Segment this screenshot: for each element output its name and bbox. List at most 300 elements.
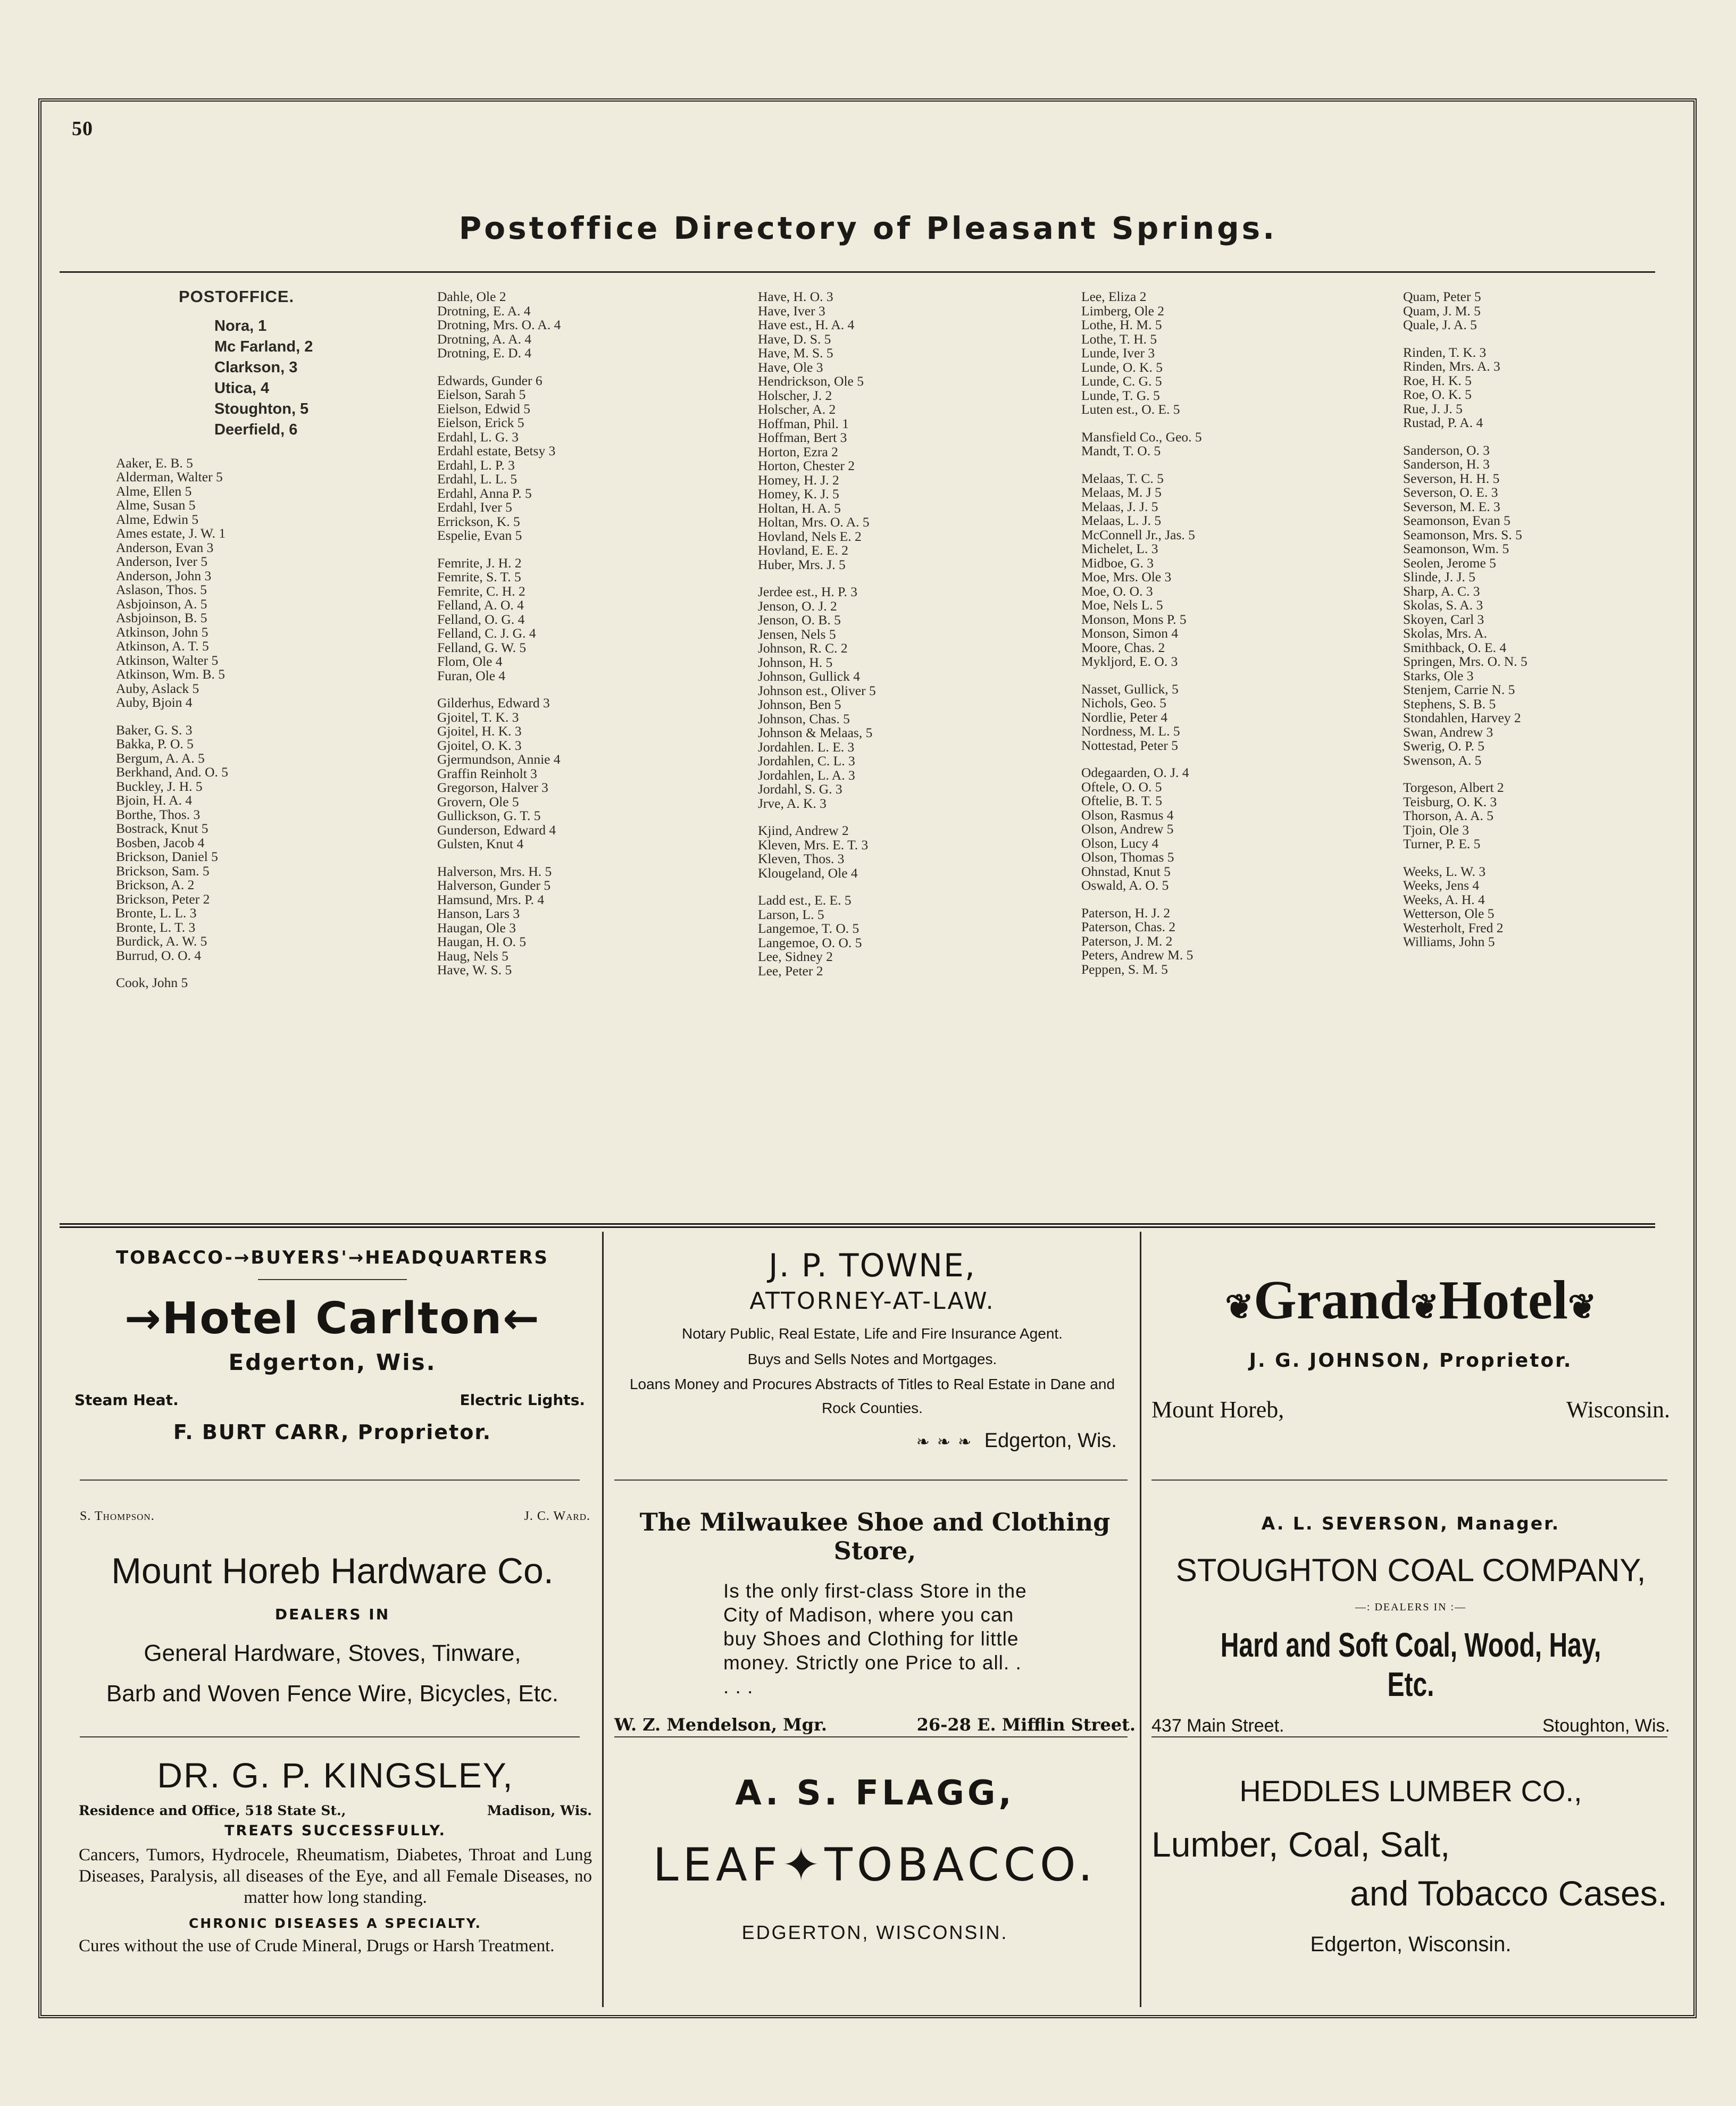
flagg-name: A. S. FLAGG, (735, 1774, 1015, 1813)
column-divider (602, 1232, 604, 2007)
directory-entry: Alderman, Walter 5 (116, 469, 223, 484)
directory-entry: Edwards, Gunder 6 (437, 372, 542, 388)
directory-entry: Mykljord, E. O. 3 (1081, 654, 1178, 669)
fleuron-icon: ❦ (1567, 1288, 1597, 1326)
directory-entry: Turner, P. E. 5 (1403, 836, 1481, 851)
directory-entry: Springen, Mrs. O. N. 5 (1403, 654, 1528, 669)
directory-entry: Paterson, J. M. 2 (1081, 933, 1173, 949)
towne-name: J. P. TOWNE, (769, 1247, 976, 1284)
directory-entry: Brickson, Daniel 5 (116, 849, 218, 864)
towne-line-1: Notary Public, Real Estate, Life and Fire Insurance Agent. (682, 1325, 1063, 1342)
directory-entry: Flom, Ole 4 (437, 654, 503, 669)
directory-entry: Asbjoinson, A. 5 (116, 596, 207, 612)
directory-entry: Gilderhus, Edward 3 (437, 695, 550, 711)
directory-entry: Erdahl, Iver 5 (437, 499, 512, 515)
directory-entry: Johnson, Chas. 5 (758, 711, 850, 726)
directory-entry: Paterson, H. J. 2 (1081, 905, 1171, 921)
grand-hotel-name-a: Grand (1254, 1269, 1410, 1331)
postoffice-item: Clarkson, 3 (214, 358, 298, 376)
directory-entry: Stephens, S. B. 5 (1403, 696, 1496, 712)
directory-entry: Peters, Andrew M. 5 (1081, 947, 1194, 963)
directory-entry: Quale, J. A. 5 (1403, 317, 1477, 332)
directory-entry: Have, W. S. 5 (437, 962, 512, 977)
ad-jp-towne (612, 1247, 1133, 1452)
towne-line-3: Loans Money and Procures Abstracts of Titles to Real Estate in Dane and Rock Counties. (629, 1376, 1115, 1416)
directory-entry: Jerdee est., H. P. 3 (758, 584, 857, 599)
directory-entry: Johnson, H. 5 (758, 654, 833, 670)
directory-entry: Gjermundson, Annie 4 (437, 751, 561, 767)
divider (258, 1279, 407, 1280)
directory-entry: Horton, Ezra 2 (758, 444, 838, 459)
directory-entry: Erdahl, L. G. 3 (437, 429, 519, 445)
divider (1151, 1736, 1667, 1737)
directory-entry: Kleven, Mrs. E. T. 3 (758, 837, 869, 853)
directory-entry: Lunde, T. G. 5 (1081, 387, 1160, 403)
directory-entry: Nichols, Geo. 5 (1081, 695, 1167, 711)
divider (80, 1480, 580, 1481)
ad-milwaukee-shoe (614, 1508, 1136, 1735)
directory-entry: Michelet, L. 3 (1081, 541, 1158, 556)
stoughton-manager: A. L. SEVERSON, Manager. (1261, 1513, 1560, 1534)
directory-entry: Sharp, A. C. 3 (1403, 583, 1480, 599)
directory-entry: Bronte, L. L. 3 (116, 905, 197, 921)
directory-entry: Bakka, P. O. 5 (116, 736, 194, 751)
directory-entry: Eielson, Erick 5 (437, 415, 524, 430)
directory-entry: Jordahlen. L. E. 3 (758, 739, 855, 755)
divider (614, 1736, 1128, 1737)
directory-entry: Atkinson, A. T. 5 (116, 638, 209, 654)
stoughton-dealers: —: DEALERS IN :— (1355, 1601, 1467, 1613)
directory-entry: Odegaarden, O. J. 4 (1081, 765, 1189, 780)
directory-entry: Quam, J. M. 5 (1403, 303, 1481, 319)
directory-entry: Have, M. S. 5 (758, 345, 833, 361)
directory-entry: Oftelie, B. T. 5 (1081, 793, 1163, 808)
carlton-steam-heat: Steam Heat. (74, 1391, 179, 1409)
directory-entry: Johnson & Melaas, 5 (758, 725, 873, 740)
directory-entry: Severson, H. H. 5 (1403, 470, 1500, 486)
directory-entry: Seamonson, Mrs. S. 5 (1403, 526, 1522, 542)
directory-entry: Have, H. O. 3 (758, 289, 833, 304)
directory-entry: Luten est., O. E. 5 (1081, 402, 1180, 417)
directory-entry: Hoffman, Phil. 1 (758, 415, 849, 431)
directory-entry: Femrite, C. H. 2 (437, 583, 525, 599)
directory-entry: Johnson est., Oliver 5 (758, 682, 876, 698)
directory-entry: Nordlie, Peter 4 (1081, 709, 1168, 725)
directory-entry: Atkinson, Walter 5 (116, 652, 219, 668)
ad-grand-hotel (1151, 1268, 1670, 1423)
directory-entry: Monson, Simon 4 (1081, 625, 1179, 641)
directory-entry: Stenjem, Carrie N. 5 (1403, 682, 1515, 697)
directory-entry: Alme, Edwin 5 (116, 511, 199, 527)
directory-entry: Anderson, John 3 (116, 567, 212, 583)
directory-entry: Johnson, R. C. 2 (758, 640, 848, 656)
directory-entry: Sanderson, O. 3 (1403, 442, 1490, 458)
directory-entry: Dahle, Ole 2 (437, 289, 506, 304)
ad-hotel-carlton (74, 1247, 590, 1444)
directory-entry: Hovland, Nels E. 2 (758, 528, 862, 544)
directory-entry: Holtan, Mrs. O. A. 5 (758, 514, 870, 530)
directory-entry: Torgeson, Albert 2 (1403, 780, 1504, 795)
carlton-proprietor: F. BURT CARR, Proprietor. (173, 1420, 492, 1444)
divider (80, 1736, 580, 1737)
directory-entry: Moe, Nels L. 5 (1081, 597, 1163, 613)
directory-entry: Alme, Ellen 5 (116, 483, 192, 499)
directory-entry: Auby, Aslack 5 (116, 680, 199, 696)
ad-heddles-lumber (1151, 1774, 1670, 1957)
directory-entry: Hovland, E. E. 2 (758, 542, 848, 558)
directory-entry: Olson, Thomas 5 (1081, 849, 1174, 865)
directory-entry: Slinde, J. J. 5 (1403, 569, 1476, 584)
milwaukee-name: The Milwaukee Shoe and Clothing Store, (639, 1508, 1111, 1565)
directory-entry: Melaas, L. J. 5 (1081, 513, 1162, 528)
directory-entry: Gjoitel, T. K. 3 (437, 709, 519, 725)
grand-town: Mount Horeb, (1151, 1397, 1284, 1423)
directory-entry: Roe, H. K. 5 (1403, 372, 1472, 388)
directory-entry: Furan, Ole 4 (437, 667, 506, 683)
directory-entry: Hoffman, Bert 3 (758, 430, 847, 445)
hardware-line-1: General Hardware, Stoves, Tinware, (144, 1640, 521, 1666)
directory-entry: Graffin Reinholt 3 (437, 765, 537, 781)
directory-entry: Bronte, L. T. 3 (116, 919, 196, 935)
flagg-location: EDGERTON, WISCONSIN. (741, 1921, 1008, 1943)
kingsley-body: Cancers, Tumors, Hydrocele, Rheumatism, Diabetes, Throat and Lung Diseases, Paralysis, all diseases of the Eye, and all Female Diseases, no matter how long standing. (79, 1845, 592, 1907)
directory-entry: Tjoin, Ole 3 (1403, 822, 1469, 838)
directory-entry: Drotning, A. A. 4 (437, 331, 532, 347)
directory-entry: Anderson, Iver 5 (116, 554, 208, 569)
directory-entry: Holscher, A. 2 (758, 402, 836, 417)
directory-entry: Jenson, O. J. 2 (758, 598, 837, 614)
directory-entry: Olson, Rasmus 4 (1081, 807, 1174, 823)
ad-as-flagg (614, 1774, 1136, 1944)
milwaukee-body: Is the only first-class Store in the City of Madison, where you can buy Shoes and Clothing for little money. Strictly one Price to all. . . . . (723, 1580, 1027, 1698)
directory-entry: Halverson, Mrs. H. 5 (437, 863, 552, 879)
directory-entry: Mandt, T. O. 5 (1081, 443, 1161, 458)
directory-entry: Moe, Mrs. Ole 3 (1081, 569, 1172, 584)
directory-entry: Auby, Bjoin 4 (116, 695, 193, 710)
directory-entry: Have, Ole 3 (758, 359, 823, 375)
directory-entry: Homey, H. J. 2 (758, 472, 839, 488)
page-number: 50 (72, 118, 93, 140)
directory-entry: Williams, John 5 (1403, 934, 1495, 949)
directory-entry: Burdick, A. W. 5 (116, 933, 207, 949)
milwaukee-manager: W. Z. Mendelson, Mgr. (614, 1715, 828, 1735)
directory-entry: Burrud, O. O. 4 (116, 947, 202, 963)
directory-entry: Nordness, M. L. 5 (1081, 723, 1180, 739)
page-title: Postoffice Directory of Pleasant Springs. (458, 210, 1278, 246)
carlton-name: →Hotel Carlton← (124, 1293, 540, 1344)
directory-entry: Roe, O. K. 5 (1403, 387, 1472, 402)
heddles-name: HEDDLES LUMBER CO., (1239, 1774, 1582, 1808)
hardware-partner-2: J. C. Ward. (524, 1509, 590, 1523)
directory-entry: Moore, Chas. 2 (1081, 639, 1165, 655)
heddles-line-2: and Tobacco Cases. (1350, 1874, 1667, 1913)
directory-entry: Jordahlen, C. L. 3 (758, 753, 855, 768)
directory-entry: Brickson, Sam. 5 (116, 863, 210, 879)
directory-entry: Ohnstad, Knut 5 (1081, 863, 1171, 879)
ad-dr-kingsley (79, 1755, 592, 1957)
directory-entry: Lothe, H. M. 5 (1081, 317, 1162, 332)
directory-entry: Kjind, Andrew 2 (758, 823, 849, 838)
directory-entry: Johnson, Ben 5 (758, 697, 841, 712)
stoughton-location: Stoughton, Wis. (1542, 1716, 1670, 1736)
directory-entry: Rustad, P. A. 4 (1403, 415, 1483, 430)
directory-entry: Olson, Andrew 5 (1081, 821, 1174, 837)
directory-entry: Brickson, A. 2 (116, 877, 195, 892)
directory-entry: Westerholt, Fred 2 (1403, 920, 1504, 935)
directory-entry: Seolen, Jerome 5 (1403, 555, 1496, 571)
stoughton-name: STOUGHTON COAL COMPANY, (1175, 1552, 1646, 1588)
directory-entry: Weeks, Jens 4 (1403, 878, 1480, 893)
directory-entry: Bosben, Jacob 4 (116, 834, 205, 850)
directory-entry: Larson, L. 5 (758, 906, 824, 922)
directory-entry: Femrite, S. T. 5 (437, 569, 521, 584)
directory-entry: Nottestad, Peter 5 (1081, 737, 1178, 753)
directory-entry: Hamsund, Mrs. P. 4 (437, 891, 545, 907)
directory-entry: Rinden, Mrs. A. 3 (1403, 358, 1500, 374)
directory-entry: Borthe, Thos. 3 (116, 806, 201, 822)
directory-entry: Cook, John 5 (116, 975, 188, 990)
directory-entry: Gregorson, Halver 3 (437, 780, 548, 795)
directory-entry: Atkinson, Wm. B. 5 (116, 666, 225, 682)
directory-entry: Drotning, E. D. 4 (437, 345, 532, 361)
fleuron-icon: ❧❧❧ (916, 1433, 979, 1451)
directory-entry: Nasset, Gullick, 5 (1081, 681, 1179, 697)
directory-entry: Eielson, Sarah 5 (437, 387, 526, 402)
directory-entry: Skoyen, Carl 3 (1403, 611, 1484, 627)
directory-entry: Melaas, J. J. 5 (1081, 498, 1158, 514)
directory-entry: Halverson, Gunder 5 (437, 878, 551, 893)
directory-entry: Gulsten, Knut 4 (437, 836, 524, 851)
directory-entry: Klougeland, Ole 4 (758, 865, 858, 881)
directory-entry: Bostrack, Knut 5 (116, 821, 208, 836)
directory-entry: Olson, Lucy 4 (1081, 835, 1159, 851)
directory-entry: Atkinson, John 5 (116, 624, 208, 640)
milwaukee-address: 26-28 E. Mifflin Street. (916, 1715, 1136, 1735)
directory-entry: Felland, O. G. 4 (437, 611, 525, 627)
directory-entry: Quam, Peter 5 (1403, 289, 1481, 304)
stoughton-address: 437 Main Street. (1151, 1716, 1284, 1736)
directory-entry: Haugan, Ole 3 (437, 920, 516, 935)
directory-entry: Erdahl, L. P. 3 (437, 457, 515, 473)
directory-entry: Swan, Andrew 3 (1403, 724, 1493, 740)
directory-entry: Rue, J. J. 5 (1403, 400, 1463, 416)
directory-entry: Lunde, Iver 3 (1081, 345, 1155, 361)
directory-entry: Jordahlen, L. A. 3 (758, 767, 855, 783)
directory-column-4 (1081, 290, 1202, 976)
grand-proprietor: J. G. JOHNSON, Proprietor. (1249, 1350, 1573, 1372)
advertisement-rule (60, 1223, 1655, 1228)
directory-entry: Felland, A. O. 4 (437, 597, 524, 613)
kingsley-chronic: CHRONIC DISEASES A SPECIALTY. (188, 1916, 482, 1931)
directory-entry: Haug, Nels 5 (437, 948, 508, 964)
directory-entry: Haugan, H. O. 5 (437, 934, 527, 949)
heddles-line-1: Lumber, Coal, Salt, (1151, 1825, 1450, 1864)
directory-entry: Bergum, A. A. 5 (116, 750, 205, 766)
postoffice-item: Utica, 4 (214, 379, 270, 397)
postoffice-list (116, 316, 313, 440)
directory-entry: Oswald, A. O. 5 (1081, 878, 1169, 893)
directory-entry: Swenson, A. 5 (1403, 752, 1482, 768)
directory-column-5 (1403, 290, 1528, 949)
heddles-location: Edgerton, Wisconsin. (1310, 1933, 1512, 1956)
directory-entry: Lunde, C. G. 5 (1081, 373, 1162, 389)
directory-entry: Horton, Chester 2 (758, 458, 855, 473)
directory-entry: Swerig, O. P. 5 (1403, 738, 1485, 754)
directory-entry: Hendrickson, Ole 5 (758, 373, 864, 389)
directory-entry: Thorson, A. A. 5 (1403, 808, 1494, 823)
directory-entry: Seamonson, Evan 5 (1403, 513, 1510, 528)
postoffice-item: Mc Farland, 2 (214, 338, 313, 355)
hardware-partner-1: S. Thompson. (80, 1509, 155, 1523)
directory-entry: Eielson, Edwid 5 (437, 400, 530, 416)
carlton-tagline: TOBACCO-→BUYERS'→HEADQUARTERS (115, 1247, 549, 1268)
directory-entry: Limberg, Ole 2 (1081, 303, 1165, 319)
directory-entry: Moe, O. O. 3 (1081, 583, 1153, 599)
directory-entry: Severson, M. E. 3 (1403, 498, 1500, 514)
directory-entry: Erdahl, L. L. 5 (437, 471, 518, 487)
directory-entry: Jordahl, S. G. 3 (758, 781, 842, 797)
stoughton-goods: Hard and Soft Coal, Wood, Hay, Etc. (1220, 1626, 1601, 1703)
directory-entry: Teisburg, O. K. 3 (1403, 793, 1497, 809)
kingsley-residence: Residence and Office, 518 State St., (79, 1803, 346, 1818)
directory-entry: Anderson, Evan 3 (116, 539, 214, 555)
hardware-dealers: DEALERS IN (274, 1606, 390, 1623)
kingsley-footer: Cures without the use of Crude Mineral, Drugs or Harsh Treatment. (79, 1936, 555, 1955)
directory-entry: Buckley, J. H. 5 (116, 778, 203, 794)
kingsley-city: Madison, Wis. (487, 1803, 592, 1818)
directory-entry: Gjoitel, H. K. 3 (437, 723, 522, 739)
divider (1151, 1480, 1667, 1481)
directory-entry: Paterson, Chas. 2 (1081, 919, 1176, 934)
directory-entry: Ladd est., E. E. 5 (758, 892, 852, 908)
directory-entry: Melaas, T. C. 5 (1081, 470, 1164, 486)
directory-entry: Felland, C. J. G. 4 (437, 625, 536, 641)
towne-line-2: Buys and Sells Notes and Mortgages. (747, 1351, 997, 1367)
directory-entry: McConnell Jr., Jas. 5 (1081, 526, 1195, 542)
directory-entry: Gullickson, G. T. 5 (437, 808, 541, 823)
directory-entry: Have, Iver 3 (758, 303, 825, 319)
directory-entry: Have, D. S. 5 (758, 331, 831, 347)
directory-entry: Smithback, O. E. 4 (1403, 639, 1507, 655)
directory-entry: Weeks, A. H. 4 (1403, 891, 1485, 907)
directory-entry: Berkhand, And. O. 5 (116, 764, 229, 780)
fleuron-icon: ❦ (1410, 1288, 1439, 1326)
directory-entry: Wetterson, Ole 5 (1403, 906, 1495, 921)
directory-column-1 (116, 287, 313, 990)
carlton-location: Edgerton, Wis. (228, 1349, 437, 1375)
flagg-product: LEAF✦TOBACCO. (653, 1838, 1097, 1892)
title-rule (60, 271, 1655, 273)
fleuron-icon: ❦ (1225, 1288, 1254, 1326)
towne-location: Edgerton, Wis. (984, 1430, 1117, 1452)
directory-entry: Gjoitel, O. K. 3 (437, 737, 522, 753)
directory-entry: Baker, G. S. 3 (116, 722, 193, 738)
directory-entry: Aaker, E. B. 5 (116, 455, 193, 471)
directory-entry: Drotning, Mrs. O. A. 4 (437, 317, 561, 332)
directory-entry: Mansfield Co., Geo. 5 (1081, 429, 1202, 445)
grand-state: Wisconsin. (1566, 1397, 1670, 1423)
directory-entry: Huber, Mrs. J. 5 (758, 556, 846, 572)
directory-entry: Hanson, Lars 3 (437, 906, 520, 921)
directory-entry: Seamonson, Wm. 5 (1403, 541, 1509, 556)
directory-entry: Gunderson, Edward 4 (437, 822, 556, 838)
directory-entry: Langemoe, O. O. 5 (758, 934, 862, 950)
directory-entry: Lee, Eliza 2 (1081, 289, 1147, 304)
carlton-electric-lights: Electric Lights. (460, 1391, 585, 1409)
directory-entry: Jensen, Nels 5 (758, 626, 836, 642)
postoffice-heading: POSTOFFICE. (179, 287, 295, 306)
hardware-name: Mount Horeb Hardware Co. (111, 1551, 554, 1591)
directory-entry: Grovern, Ole 5 (437, 793, 519, 809)
directory-entry: Jenson, O. B. 5 (758, 612, 841, 628)
directory-entry: Monson, Mons P. 5 (1081, 611, 1187, 627)
grand-hotel-name-b: Hotel (1439, 1269, 1568, 1331)
directory-entry: Lunde, O. K. 5 (1081, 359, 1163, 375)
directory-entry: Sanderson, H. 3 (1403, 456, 1490, 472)
directory-entry: Alme, Susan 5 (116, 497, 196, 513)
column-divider (1140, 1232, 1141, 2007)
directory-entry: Kleven, Thos. 3 (758, 851, 845, 866)
directory-entry: Oftele, O. O. 5 (1081, 779, 1162, 795)
directory-entry: Ames estate, J. W. 1 (116, 525, 226, 541)
directory-entry: Holtan, H. A. 5 (758, 500, 841, 516)
kingsley-treats: TREATS SUCCESSFULLY. (224, 1823, 446, 1839)
directory-entry: Asbjoinson, B. 5 (116, 610, 207, 625)
directory-entry: Erdahl estate, Betsy 3 (437, 443, 556, 458)
directory-entry: Severson, O. E. 3 (1403, 484, 1498, 500)
divider (614, 1480, 1128, 1481)
directory-column-3 (758, 290, 876, 978)
directory-entry: Langemoe, T. O. 5 (758, 921, 859, 936)
directory-entry: Stondahlen, Harvey 2 (1403, 710, 1521, 725)
kingsley-name: DR. G. P. KINGSLEY, (157, 1756, 514, 1795)
directory-entry: Jrve, A. K. 3 (758, 795, 827, 811)
directory-entry: Espelie, Evan 5 (437, 528, 522, 543)
directory-entry: Erdahl, Anna P. 5 (437, 485, 532, 501)
directory-entry: Skolas, Mrs. A. (1403, 625, 1487, 641)
directory-entry: Holscher, J. 2 (758, 387, 832, 403)
directory-entry: Starks, Ole 3 (1403, 667, 1474, 683)
directory-entry: Felland, G. W. 5 (437, 639, 527, 655)
directory-entry: Aslason, Thos. 5 (116, 582, 207, 597)
directory-entry: Homey, K. J. 5 (758, 486, 839, 502)
directory-column-2 (437, 290, 561, 977)
directory-entry: Rinden, T. K. 3 (1403, 344, 1487, 360)
directory-entry: Have est., H. A. 4 (758, 317, 855, 332)
directory-entry: Weeks, L. W. 3 (1403, 863, 1486, 879)
ad-mount-horeb-hardware (74, 1509, 590, 1707)
directory-entry: Femrite, J. H. 2 (437, 555, 522, 571)
directory-entry: Brickson, Peter 2 (116, 891, 210, 907)
postoffice-item: Deerfield, 6 (214, 421, 298, 438)
directory-entry: Bjoin, H. A. 4 (116, 792, 193, 808)
directory-entry: Lothe, T. H. 5 (1081, 331, 1157, 347)
hardware-line-2: Barb and Woven Fence Wire, Bicycles, Etc. (106, 1681, 559, 1707)
directory-entry: Johnson, Gullick 4 (758, 668, 860, 684)
directory-entry: Errickson, K. 5 (437, 513, 520, 529)
postoffice-item: Stoughton, 5 (214, 400, 309, 417)
directory-entry: Drotning, E. A. 4 (437, 303, 531, 319)
directory-entry: Midboe, G. 3 (1081, 555, 1154, 571)
ad-stoughton-coal (1151, 1513, 1670, 1736)
towne-title: ATTORNEY-AT-LAW. (749, 1288, 995, 1315)
directory-entry: Skolas, S. A. 3 (1403, 597, 1483, 613)
directory-entry: Peppen, S. M. 5 (1081, 961, 1168, 977)
directory-entry: Melaas, M. J 5 (1081, 484, 1162, 500)
postoffice-item: Nora, 1 (214, 317, 267, 335)
directory-entry: Lee, Peter 2 (758, 963, 823, 979)
directory-entry: Lee, Sidney 2 (758, 949, 833, 964)
